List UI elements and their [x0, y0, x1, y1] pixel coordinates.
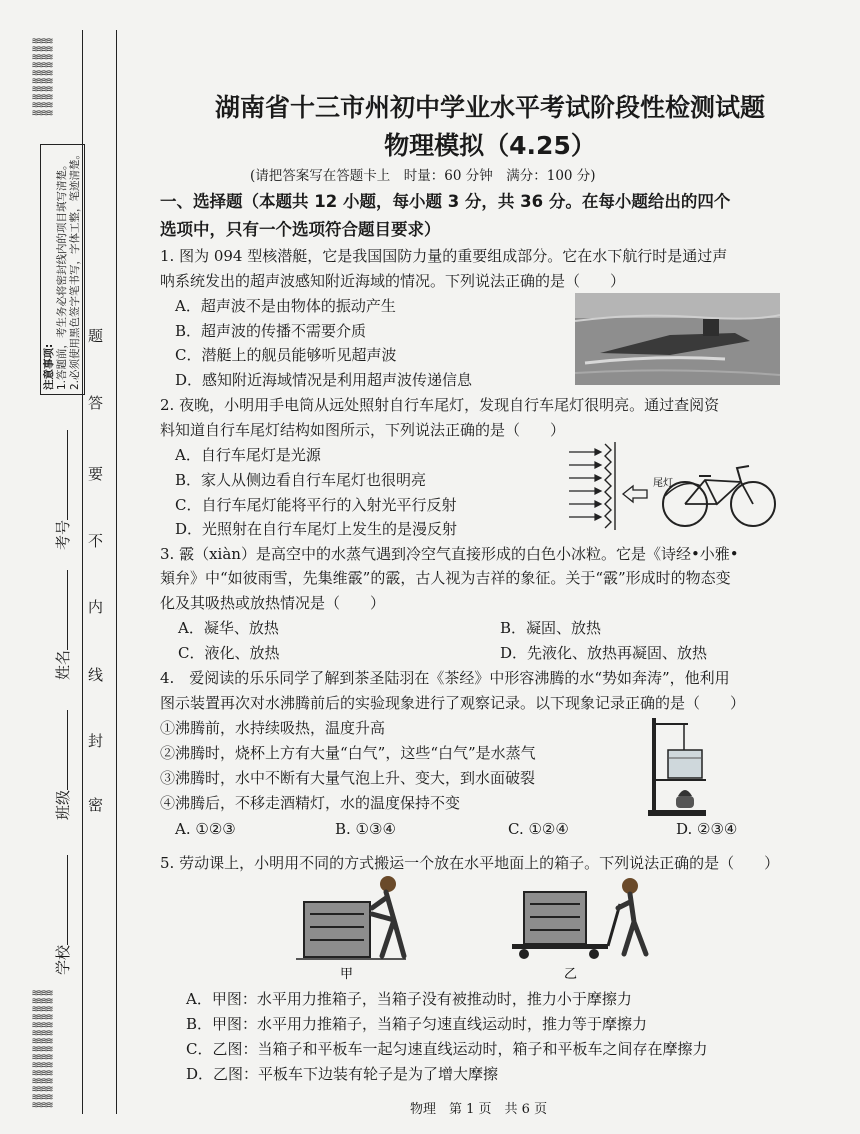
q2-option-b: B．家人从侧边看自行车尾灯也很明亮 [175, 471, 427, 489]
seal-char: 要 [88, 465, 104, 483]
field-xingming[interactable] [52, 570, 73, 680]
q4-item: ①沸腾前，水持续吸热，温度升高 [160, 719, 386, 737]
q4-option-b: B. ①③④ [335, 820, 396, 838]
q1-stem: 1. 图为 094 型核潜艇，它是我国国防力量的重要组成部分。它在水下航行时是通过声 [160, 247, 728, 265]
q4-stem: 图示装置再次对水沸腾前后的实验现象进行了观察记录。以下现象记录正确的是（ ） [160, 694, 746, 712]
field-xuexiao[interactable] [52, 855, 73, 975]
q4-item: ②沸腾时，烧杯上方有大量“白气”，这些“白气”是水蒸气 [160, 744, 536, 762]
q3-option-b: B．凝固、放热 [500, 619, 602, 637]
fig-label-jia: 甲 [340, 967, 354, 982]
wave-border-bottom: ≋≋≋≋ ≋≋≋≋ ≋≋≋≋ ≋≋≋≋ ≋≋≋≋ ≋≋≋≋ ≋≋≋≋ ≋≋≋≋ ≋≋≋≋ ≋≋≋≋ ≋≋≋≋ ≋≋≋≋ ≋≋≋≋ ≋≋≋≋ ≋≋≋≋ [32, 990, 53, 1110]
binding-line-inner [116, 30, 117, 1114]
notice-line: 1.答题前，考生务必将密封线内的项目填写清楚。 [56, 159, 68, 390]
seal-char: 内 [88, 598, 104, 616]
seal-char: 题 [88, 327, 104, 345]
notice-box [40, 144, 85, 395]
q1-stem: 呐系统发出的超声波感知附近海域的情况。下列说法正确的是（ ） [160, 272, 626, 290]
seal-char: 密 [88, 796, 104, 814]
q5-option-b: B．甲图：水平用力推箱子，当箱子匀速直线运动时，推力等于摩擦力 [186, 1015, 648, 1033]
boiling-apparatus-figure [640, 712, 710, 820]
q3-stem: 頍弁》中“如彼雨雪，先集维霰”的霰，古人视为吉祥的象征。关于“霰”形成时的物态变 [160, 569, 731, 587]
submarine-photo [575, 293, 780, 385]
fig-label-yi: 乙 [564, 967, 578, 982]
seal-char: 答 [88, 394, 104, 412]
field-label: 考号 [54, 519, 72, 550]
exam-subtitle: 物理模拟（4.25） [384, 131, 596, 160]
q4-option-a: A. ①②③ [175, 820, 236, 838]
notice-title: 注意事项: [43, 343, 55, 390]
field-banji[interactable] [52, 710, 73, 820]
q3-option-c: C．液化、放热 [178, 644, 280, 662]
q2-stem: 2. 夜晚，小明用手电筒从远处照射自行车尾灯，发现自行车尾灯很明亮。通过查阅资 [160, 396, 720, 414]
q2-stem: 料知道自行车尾灯结构如图所示，下列说法正确的是（ ） [160, 421, 566, 439]
seal-char: 不 [88, 532, 104, 550]
q1-option-a: A．超声波不是由物体的振动产生 [175, 297, 396, 315]
box-push-figure [296, 872, 656, 984]
taillight-label: 尾灯 [653, 478, 673, 489]
page-footer: 物理 第 1 页 共 6 页 [410, 1102, 548, 1117]
exam-instructions: (请把答案写在答题卡上 时量：60 分钟 满分：100 分) [250, 168, 596, 184]
q2-option-c: C．自行车尾灯能将平行的入射光平行反射 [175, 496, 457, 514]
q1-option-c: C．潜艇上的舰员能够听见超声波 [175, 346, 397, 364]
q3-stem: 化及其吸热或放热情况是（ ） [160, 594, 386, 612]
wave-border-top: ≋≋≋≋ ≋≋≋≋ ≋≋≋≋ ≋≋≋≋ ≋≋≋≋ ≋≋≋≋ ≋≋≋≋ ≋≋≋≋ ≋≋≋≋ ≋≋≋≋ [32, 38, 53, 118]
notice-line: 2.必须使用黑色签字笔书写，字体工整，笔迹清楚。 [69, 148, 81, 390]
q1-option-b: B．超声波的传播不需要介质 [175, 322, 367, 340]
field-kaohao[interactable] [52, 430, 73, 550]
q1-option-d: D．感知附近海域情况是利用超声波传递信息 [175, 371, 473, 389]
q5-option-a: A．甲图：水平用力推箱子，当箱子没有被推动时，推力小于摩擦力 [186, 990, 632, 1008]
taillight-bicycle-figure [565, 440, 785, 535]
q5-stem: 5. 劳动课上，小明用不同的方式搬运一个放在水平地面上的箱子。下列说法正确的是（ ） [160, 854, 780, 872]
q4-item: ③沸腾时，水中不断有大量气泡上升、变大，到水面破裂 [160, 769, 536, 787]
field-label: 学校 [54, 944, 72, 975]
section-heading: 一、选择题（本题共 12 小题，每小题 3 分，共 36 分。在每小题给出的四个 [160, 192, 731, 211]
q4-option-d: D. ②③④ [676, 820, 738, 838]
q5-option-c: C．乙图：当箱子和平板车一起匀速直线运动时，箱子和平板车之间存在摩擦力 [186, 1040, 708, 1058]
field-label: 姓名 [54, 649, 72, 680]
q3-option-a: A．凝华、放热 [178, 619, 279, 637]
section-heading: 选项中，只有一个选项符合题目要求） [160, 220, 441, 239]
q3-option-d: D．先液化、放热再凝固、放热 [500, 644, 708, 662]
seal-char: 线 [88, 666, 104, 684]
q4-option-c: C. ①②④ [508, 820, 569, 838]
q5-option-d: D．乙图：平板车下边装有轮子是为了增大摩擦 [186, 1065, 499, 1083]
field-label: 班级 [54, 789, 72, 820]
q4-item: ④沸腾后，不移走酒精灯，水的温度保持不变 [160, 794, 461, 812]
q4-stem: 4. 爱阅读的乐乐同学了解到茶圣陆羽在《茶经》中形容沸腾的水“势如奔涛”，他利用 [160, 669, 730, 687]
seal-char: 封 [88, 732, 104, 750]
q3-stem: 3. 霰（xiàn）是高空中的水蒸气遇到冷空气直接形成的白色小冰粒。它是《诗经•小雅• [160, 545, 739, 563]
exam-title: 湖南省十三市州初中学业水平考试阶段性检测试题 [214, 93, 765, 122]
q2-option-d: D．光照射在自行车尾灯上发生的是漫反射 [175, 520, 458, 538]
q2-option-a: A．自行车尾灯是光源 [175, 446, 321, 464]
